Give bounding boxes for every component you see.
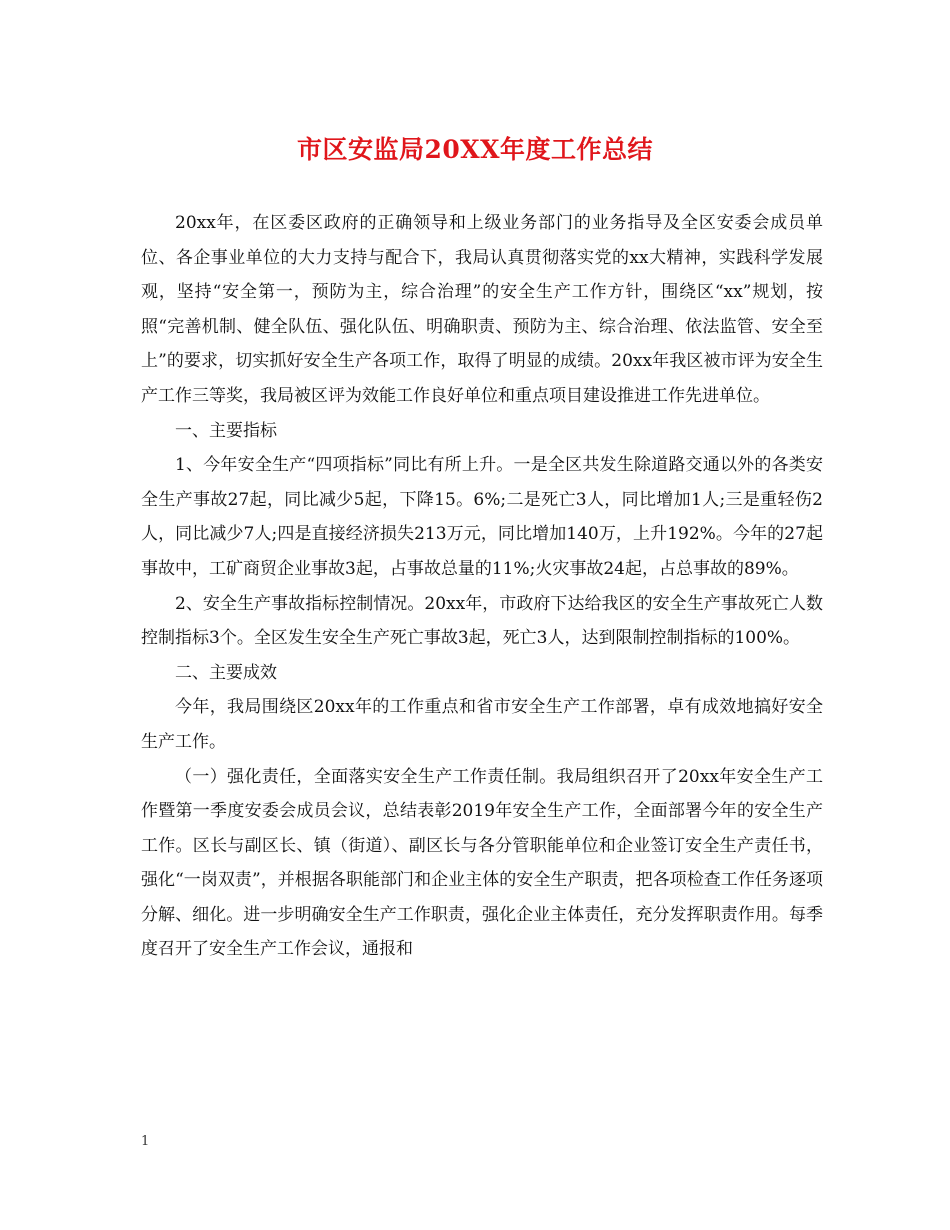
paragraph-intro: 20xx年，在区委区政府的正确领导和上级业务部门的业务指导及全区安委会成员单位、各企事业单位的大力支持与配合下，我局认真贯彻落实党的xx大精神，实践科学发展观，坚持“安全第一，预防为主，综合治理”的安全生产工作方针，围绕区“xx”规划，按照“完善机制、健全队伍、强化队伍、明确职责、预防为主、综合治理、依法监管、安全至上”的要求，切实抓好安全生产各项工作，取得了明显的成绩。20xx年我区被市评为安全生产工作三等奖，我局被区评为效能工作良好单位和重点项目建设推进工作先进单位。 — [141, 213, 823, 406]
document-title: 市区安监局20XX年度工作总结 — [296, 135, 654, 164]
paragraph-results-intro: 今年，我局围绕区20xx年的工作重点和省市安全生产工作部署，卓有成效地搞好安全生产工作。 — [141, 697, 823, 752]
paragraph-indicator-1: 1、今年安全生产“四项指标”同比有所上升。一是全区共发生除道路交通以外的各类安全生产事故27起，同比减少5起，下降15。6%;二是死亡3人，同比增加1人;三是重轻伤2人，同比减少7人;四是直接经济损失213万元，同比增加140万，上升192%。今年的27起事故中，工矿商贸企业事故3起，占事故总量的11%;火灾事故24起，占总事故的89%。 — [141, 455, 823, 579]
section-heading-main-results: 二、主要成效 — [175, 662, 277, 683]
section-heading-main-indicators: 一、主要指标 — [175, 420, 277, 441]
paragraph-indicator-2: 2、安全生产事故指标控制情况。20xx年，市政府下达给我区的安全生产事故死亡人数控制指标3个。全区发生安全生产死亡事故3起，死亡3人，达到限制控制指标的100%。 — [141, 593, 823, 649]
document-body — [141, 206, 823, 967]
paragraph-responsibility: （一）强化责任，全面落实安全生产工作责任制。我局组织召开了20xx年安全生产工作暨第一季度安委会成员会议，总结表彰2019年安全生产工作，全面部署今年的安全生产工作。区长与副区长、镇（街道）、副区长与各分管职能单位和企业签订安全生产责任书，强化“一岗双责”，并根据各职能部门和企业主体的安全生产职责，把各项检查工作任务逐项分解、细化。进一步明确安全生产工作职责，强化企业主体责任，充分发挥职责作用。每季度召开了安全生产工作会议，通报和 — [141, 766, 823, 960]
page-number: 1 — [141, 1134, 150, 1149]
